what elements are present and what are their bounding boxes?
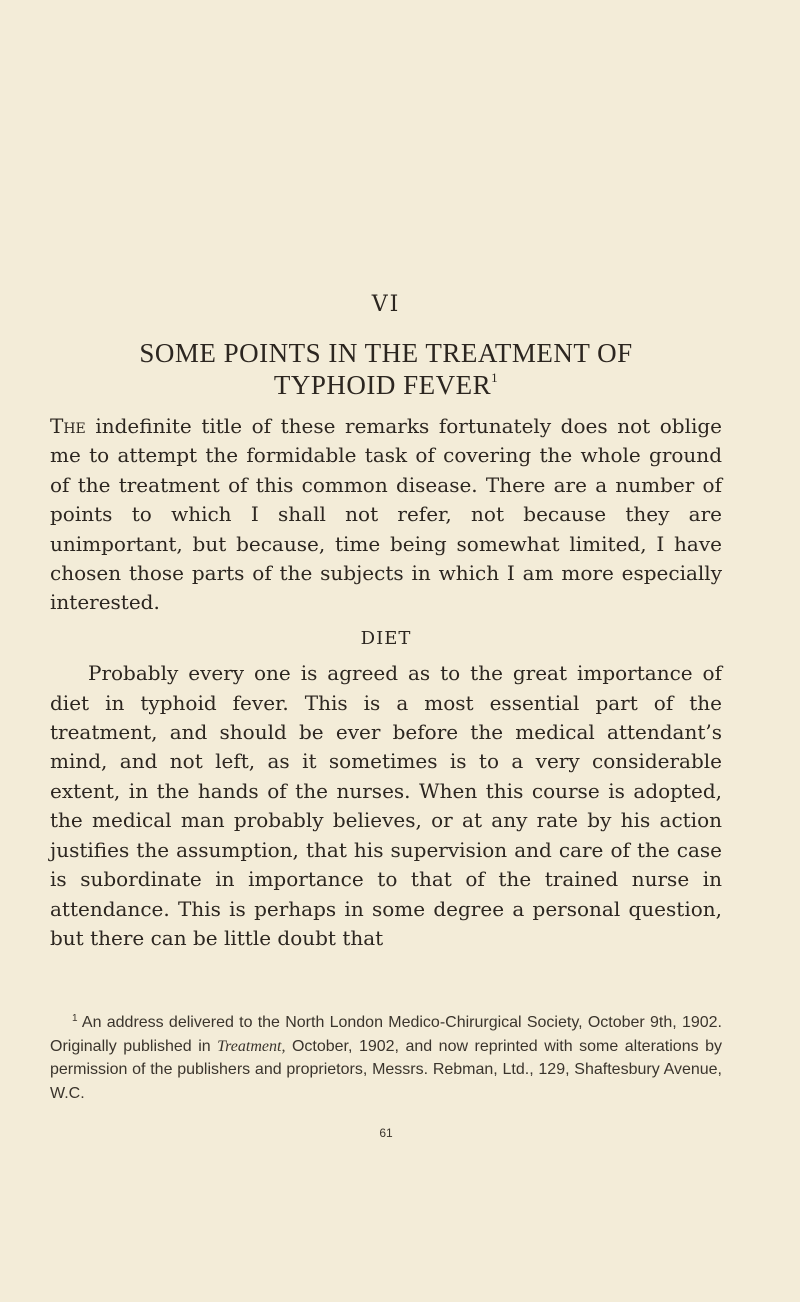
- footnote-marker: 1: [72, 1013, 78, 1024]
- footnote-italic-title: Treatment,: [217, 1037, 286, 1055]
- body-text: [50, 412, 722, 953]
- chapter-title-line-1: SOME POINTS IN THE TREATMENT OF: [139, 338, 633, 368]
- chapter-title-line-2-text: TYPHOID FEVER: [273, 370, 492, 400]
- footnote-text-before: An address delivered to the North London Medico-Chirurgical Society, October 9th, 1902. Originally published in: [50, 1014, 722, 1055]
- footnote: [50, 1011, 722, 1105]
- intro-paragraph: [50, 412, 722, 618]
- footnote-text-after: October, 1902, and now reprinted with some alterations by permission of the publishers and proprietors, Messrs. Rebman, Ltd., 129, Shaftesbury Avenue, W.C.: [50, 1037, 722, 1102]
- diet-paragraph: Probably every one is agreed as to the great importance of diet in typhoid fever. This is a most essential part of the treatment, and should be ever before the medical attendant’s mind, and not left, as it sometimes is to a very considerable extent, in the hands of the nurses. When this course is adopted, the medical man probably believes, or at any rate by his action justifies the assumption, that his supervision and care of the case is subordinate in importance to that of the trained nurse in attendance. This is perhaps in some degree a personal question, but there can be little doubt that: [50, 661, 722, 950]
- book-page: [50, 0, 770, 1302]
- intro-text: indefinite title of these remarks fortunately does not oblige me to attempt the formidable task of covering the whole ground of the treatment of this common disease. There are a number of points to which I shall not refer, not because they are unimportant, but because, time being somewhat limited, I have chosen those parts of the subjects in which I am more especially interested.: [50, 414, 722, 615]
- chapter-number: VI: [371, 292, 401, 317]
- chapter-title: [50, 337, 722, 401]
- footnote-reference: 1: [491, 370, 499, 385]
- chapter-title-line-2: [50, 369, 722, 401]
- intro-first-word: The: [50, 414, 86, 438]
- section-heading: DIET: [360, 627, 412, 649]
- page-number: 61: [379, 1126, 393, 1140]
